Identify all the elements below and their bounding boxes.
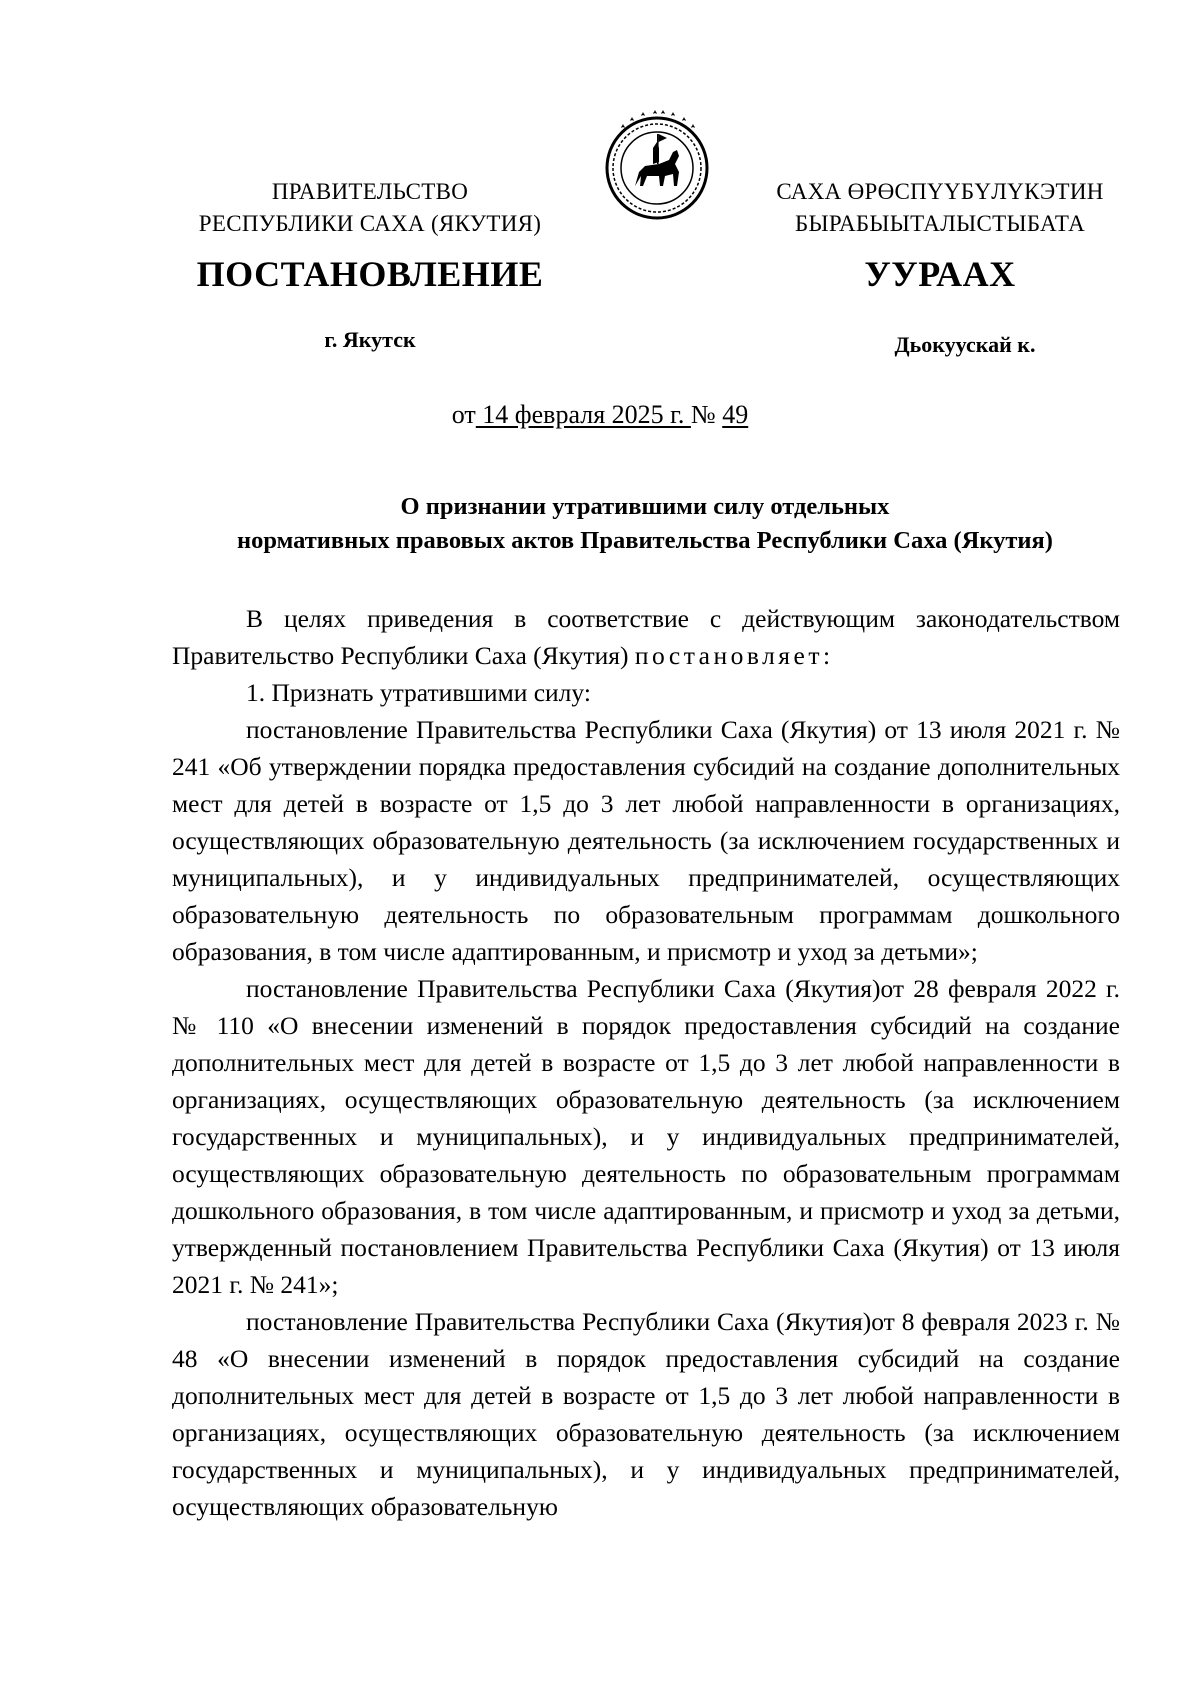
item-1: 1. Признать утратившими силу: bbox=[246, 678, 591, 707]
city-ru: г. Якутск bbox=[324, 327, 416, 352]
issuer-sah-line1: САХА ӨРӨСПҮҮБҮЛҮКЭТИН bbox=[776, 179, 1104, 204]
doc-type-ru: ПОСТАНОВЛЕНИЕ bbox=[196, 254, 544, 294]
city-sah: Дьокуускай к. bbox=[894, 332, 1036, 357]
issuer-sah bbox=[740, 176, 1140, 240]
issuer-ru-line2: РЕСПУБЛИКИ САХА (ЯКУТИЯ) bbox=[198, 211, 542, 236]
decree-word: постановляет: bbox=[634, 641, 834, 670]
number-prefix: № bbox=[690, 400, 723, 429]
issuer-ru bbox=[160, 176, 580, 240]
repealed-act-3: постановление Правительства Республики Саха (Якутия)от 8 февраля 2023 г. № 48 «О внесении изменений в порядок предоставления субсидий на создание дополнительных мест для детей в возрасте от 1,5 до 3 лет любой направленности в организациях, осуществляющих образовательную деятельность (за исключением государственных и муниципальных), и у индивидуальных предпринимателей, осуществляющих образовательную bbox=[172, 1307, 1120, 1521]
issuer-sah-line2: БЫРАБЫЫТАЛЫСТЫБАТА bbox=[794, 211, 1086, 236]
repealed-act-2: постановление Правительства Республики Саха (Якутия)от 28 февраля 2022 г. № 110 «О внесении изменений в порядок предоставления субсидий на создание дополнительных мест для детей в возрасте от 1,5 до 3 лет любой направленности в организациях, осуществляющих образовательную деятельность (за исключением государственных и муниципальных), и у индивидуальных предпринимателей, осуществляющих образовательную деятельность по образовательным программам дошкольного образования, в том числе адаптированным, и присмотр и уход за детьми, утвержденный постановлением Правительства Республики Саха (Якутия) от 13 июля 2021 г. № 241»; bbox=[172, 974, 1120, 1299]
date-value: 14 февраля 2025 г. bbox=[475, 400, 691, 429]
document-title-line1: О признании утратившими силу отдельных bbox=[400, 493, 890, 520]
date-number-line bbox=[0, 398, 1200, 432]
intro-paragraph bbox=[172, 600, 1120, 674]
coat-of-arms-emblem-icon bbox=[601, 110, 713, 222]
document-body bbox=[172, 600, 1120, 1525]
repealed-act-1: постановление Правительства Республики Саха (Якутия) от 13 июля 2021 г. № 241 «Об утверждении порядка предоставления субсидий на создание дополнительных мест для детей в возрасте от 1,5 до 3 лет любой направленности в организациях, осуществляющих образовательную деятельность (за исключением государственных и муниципальных), и у индивидуальных предпринимателей, осуществляющих образовательную деятельность по образовательным программам дошкольного образования, в том числе адаптированным, и присмотр и уход за детьми»; bbox=[172, 715, 1120, 966]
number-value: 49 bbox=[722, 400, 749, 429]
document-title bbox=[170, 490, 1120, 558]
intro-text: В целях приведения в соответствие с действующим законодательством Правительство Республики Саха (Якутия) bbox=[172, 604, 1120, 670]
document-title-line2: нормативных правовых актов Правительства Республики Саха (Якутия) bbox=[237, 527, 1053, 554]
date-prefix: от bbox=[451, 400, 476, 429]
doc-type-sah: УУРААХ bbox=[864, 254, 1016, 294]
issuer-ru-line1: ПРАВИТЕЛЬСТВО bbox=[271, 179, 469, 204]
